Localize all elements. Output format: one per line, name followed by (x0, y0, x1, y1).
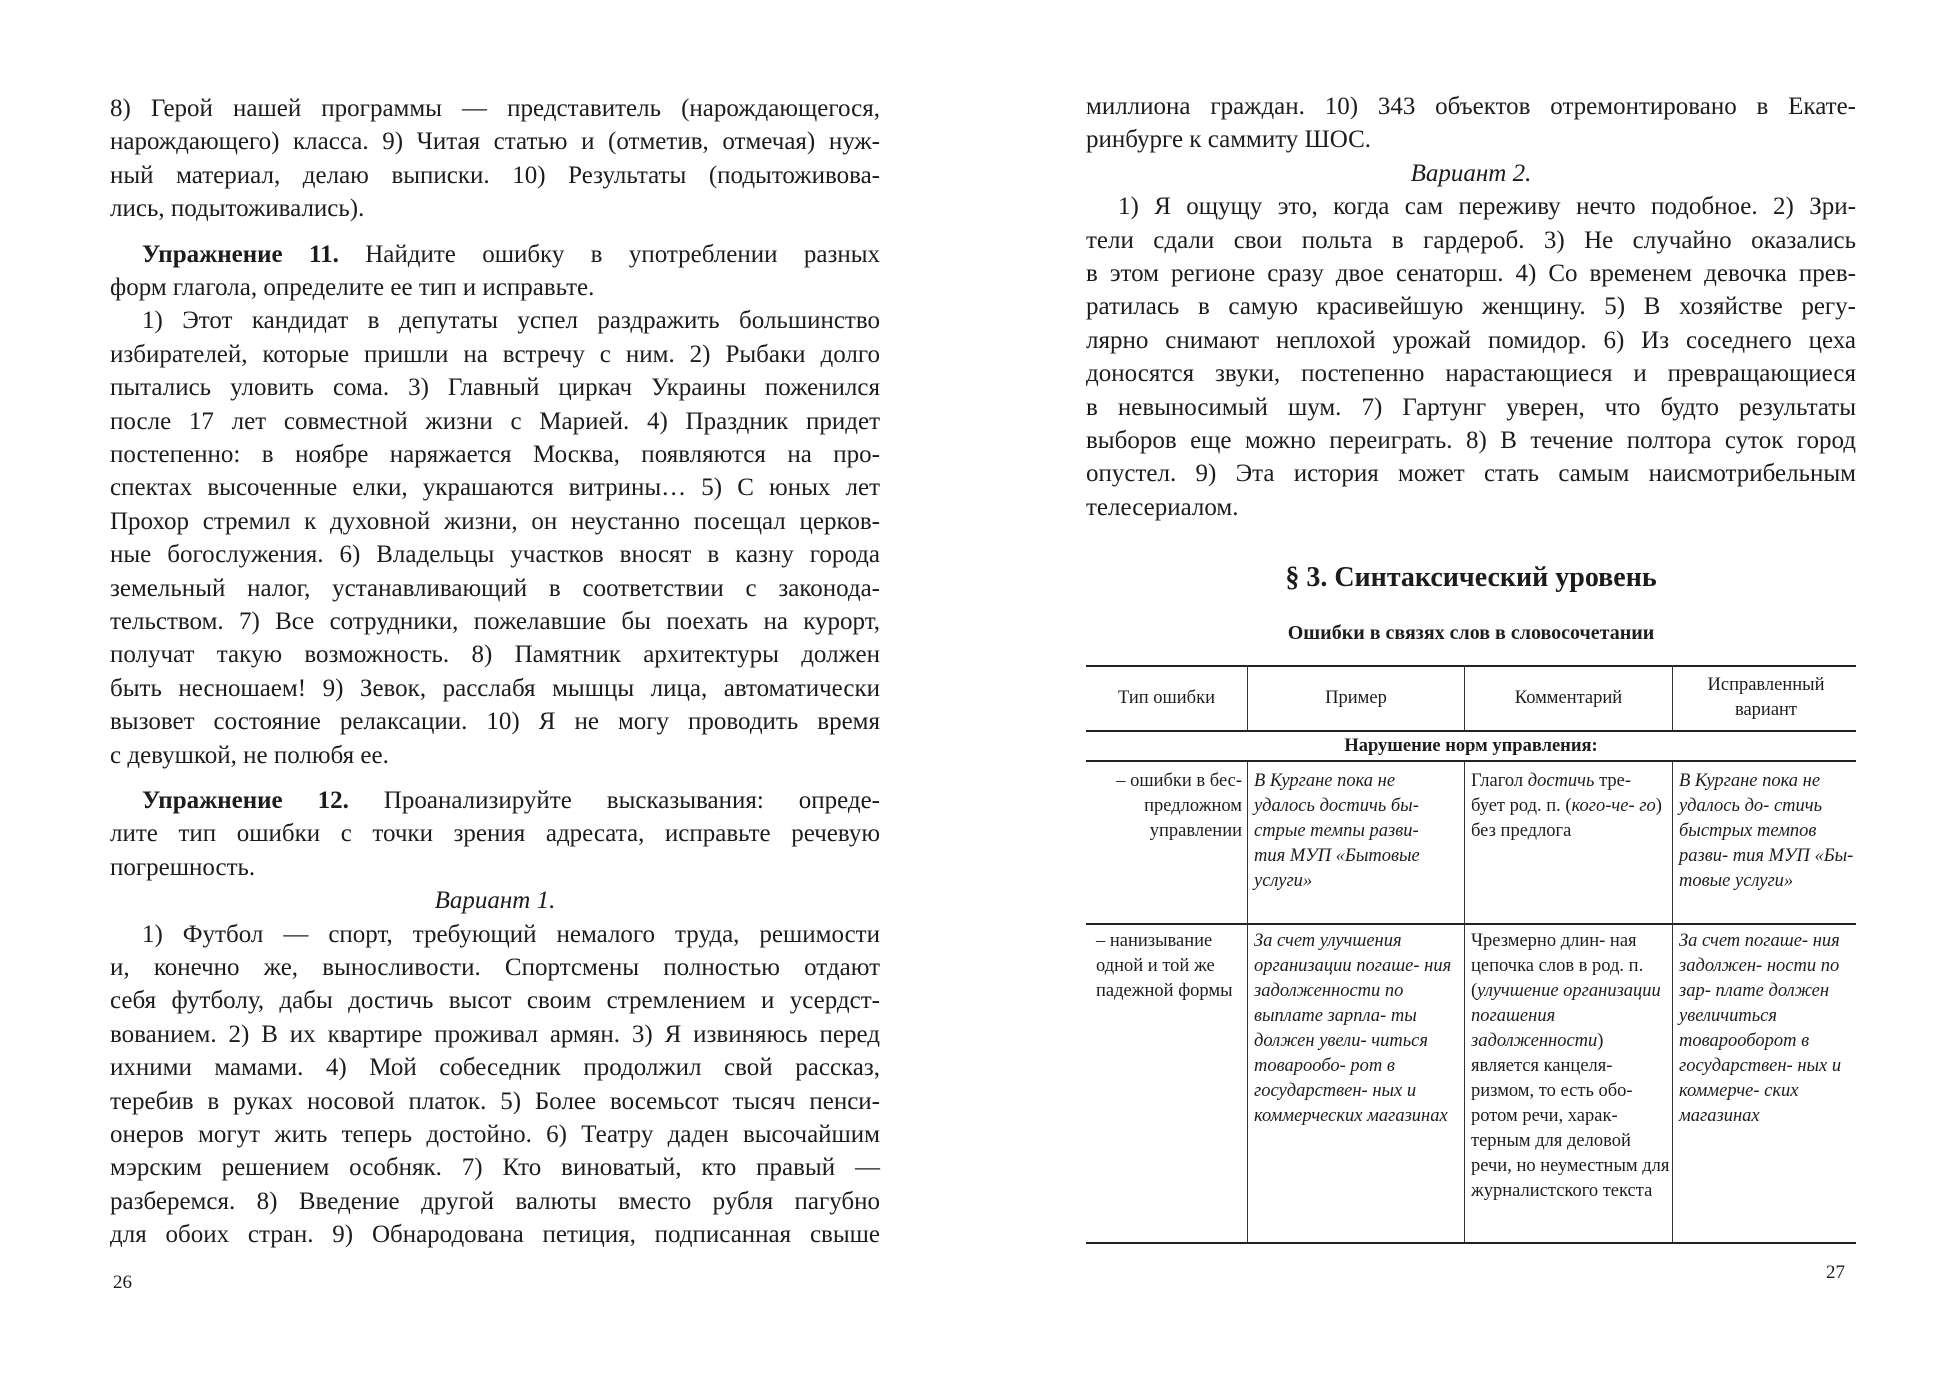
text-line: избирателей, которые пришли на встречу с ним. 2) Рыбаки долго (110, 340, 880, 368)
text-line: теребив в руках носовой платок. 5) Более восемьсот тысяч пенси- (110, 1087, 880, 1115)
text-line: ный материал, делаю выписки. 10) Результаты (подытоживова- (110, 161, 880, 189)
text-line: мэрским решением особняк. 7) Кто виноватый, кто правый — (110, 1154, 880, 1182)
table-cell-corrected: За счет погаше- ния задолжен- ности по зар- плате должен увеличиться товарооборот в государствен- ных и коммерче- ских магазинах (1679, 931, 1842, 1126)
table-group-heading: Нарушение норм управления: (1344, 736, 1598, 756)
exercise-title: Упражнение 12. (142, 787, 349, 814)
text-line: себя футболу, дабы достичь высот своим стремлением и усердст- (110, 987, 880, 1015)
variant-heading: Вариант 1. (434, 887, 556, 915)
text-line: ные богослужения. 6) Владельцы участков вносят в казну города (110, 541, 880, 569)
text-line: разберемся. 8) Введение другой валюты вместо рубля пагубно (110, 1187, 880, 1215)
text-line: миллиона граждан. 10) 343 объектов отремонтировано в Екате- (1086, 93, 1856, 120)
table-cell-type: – ошибки в бес- предложном управлении (1116, 771, 1242, 841)
text-line: пытались уловить сома. 3) Главный циркач Украины поженился (110, 374, 880, 402)
text-line: быть несношаем! 9) Зевок, расслабя мышцы лица, автоматически (110, 674, 880, 702)
text-line: ихними мамами. 4) Мой собеседник продолжил свой рассказ, (110, 1054, 880, 1082)
table-header-cell: Пример (1325, 688, 1387, 708)
table-cell-example: За счет улучшения организации погаше- ния задолженности по выплате зарпла- ты должен увели- читься товарообо- рот в государствен- ных и коммерческих магазинах (1254, 931, 1452, 1126)
text-line: в этом регионе сразу двое сенаторш. 4) Со временем девочка прев- (1086, 260, 1856, 287)
text-line (142, 238, 880, 271)
exercise-title: Упражнение 11. (142, 240, 339, 268)
text-line: Прохор стремил к духовной жизни, он неустанно посещал церков- (110, 507, 880, 535)
text-line: лите тип ошибки с точки зрения адресата, исправьте речевую (110, 820, 880, 848)
text-line: 1) Я ощущу это, когда сам переживу нечто подобное. 2) Зри- (1118, 193, 1856, 221)
text-line: спектах высоченные елки, украшаются витрины… 5) С юных лет (110, 474, 880, 502)
text-line: для обоих стран. 9) Обнародована петиция, подписанная свыше (110, 1221, 880, 1249)
exercise-instruction: Проанализируйте высказывания: опреде- (348, 787, 880, 814)
table-col-rule (1247, 761, 1248, 1242)
table-cell-comment (1471, 769, 1667, 844)
text-line: телесериалом. (1086, 493, 1239, 521)
text-line: в невыносимый шум. 7) Гартунг уверен, что будто результаты (1086, 393, 1856, 421)
text-line: форм глагола, определите ее тип и исправьте. (110, 274, 595, 301)
text-line: лярно снимают неплохой урожай помидор. 6) Из соседнего цеха (1086, 326, 1856, 354)
text-line: 8) Герой нашей программы — представитель (нарождающегося, (110, 95, 880, 122)
comment-fragment: ) является канцеля- ризмом, то есть обо- ротом речи, харак- терным для деловой речи, но неуместным для журналистского текста (1471, 1031, 1670, 1201)
text-line (142, 784, 880, 817)
table-header-cell: Тип ошибки (1118, 688, 1215, 708)
table-cell-comment (1471, 929, 1671, 1204)
comment-fragment: ) без предлога (1471, 796, 1662, 841)
table-header-cell: Комментарий (1514, 688, 1623, 708)
page-number-left: 26 (113, 1272, 132, 1293)
errors-table (1086, 665, 1856, 1245)
text-line: лись, подытоживались). (110, 195, 365, 223)
table-col-rule (1672, 665, 1673, 731)
table-cell-example: В Кургане пока не удалось достичь бы- стрые темпы разви- тия МУП «Бытовые услуги» (1254, 771, 1420, 891)
table-rule-bottom (1086, 1242, 1856, 1244)
text-line: постепенно: в ноябре наряжается Москва, появляются на про- (110, 441, 880, 468)
text-line: доносятся звуки, постепенно нарастающиеся и превращающиеся (1086, 360, 1856, 388)
text-line: тели сдали свои польта в гардероб. 3) Не случайно оказались (1086, 226, 1856, 254)
comment-fragment: Глагол (1471, 771, 1528, 791)
comment-fragment: улучшение организации погашения задолженности (1471, 981, 1661, 1051)
text-line: ринбурге к саммиту ШОС. (1086, 126, 1372, 154)
text-line: получат такую возможность. 8) Памятник архитектуры должен (110, 641, 880, 669)
text-line: опустел. 9) Эта история может стать самым наисмотрибельным (1086, 460, 1856, 488)
page-number-right: 27 (1826, 1262, 1845, 1283)
text-line: онеров могут жить теперь достойно. 6) Театру даден высочайшим (110, 1121, 880, 1148)
section-subtitle: Ошибки в связях слов в словосочетании (1287, 622, 1655, 644)
text-line: нарождающего) класса. 9) Читая статью и (отметив, отмечая) нуж- (110, 128, 880, 156)
text-line: и, конечно же, выносливости. Спортсмены полностью отдают (110, 954, 880, 981)
variant-heading: Вариант 2. (1410, 159, 1532, 187)
table-cell-corrected: В Кургане пока не удалось до- стичь быстрых темпов разви- тия МУП «Бы- товые услуги» (1679, 771, 1854, 891)
table-rule-top (1086, 665, 1856, 667)
text-line: погрешность. (110, 853, 256, 881)
table-cell-type: – нанизывание одной и той же падежной формы (1096, 931, 1233, 1001)
table-col-rule (1464, 761, 1465, 1242)
text-line: ратилась в самую красивейшую женщину. 5) В хозяйстве регу- (1086, 293, 1856, 321)
text-line: с девушкой, не полюбя ее. (110, 741, 389, 769)
table-header-cell: Исправленный вариант (1707, 675, 1825, 720)
table-rule-group (1086, 760, 1856, 762)
text-line: 1) Этот кандидат в депутаты успел раздражить большинство (142, 307, 880, 335)
comment-fragment: тре- бует род. п. ( (1471, 771, 1631, 816)
comment-fragment: Чрезмерно длин- ная цепочка слов в род. п. ( (1471, 931, 1644, 1001)
table-rule-row1 (1086, 923, 1856, 925)
table-col-rule (1672, 761, 1673, 1242)
text-line: земельный налог, устанавливающий в соответствии с законода- (110, 574, 880, 602)
section-title: § 3. Синтаксический уровень (1285, 562, 1657, 593)
comment-fragment: кого-че- го (1571, 796, 1656, 816)
text-line: выборов еще можно переиграть. 8) В течение полтора суток город (1086, 427, 1856, 454)
comment-fragment: достичь (1527, 771, 1595, 791)
exercise-instruction: Найдите ошибку в употреблении разных (338, 240, 880, 268)
text-line: вызовет состояние релаксации. 10) Я не могу проводить время (110, 708, 880, 736)
table-rule-header (1086, 730, 1856, 732)
text-line: вованием. 2) В их квартире проживал армян. 3) Я извиняюсь перед (110, 1020, 880, 1048)
text-line: после 17 лет совместной жизни с Марией. 4) Праздник придет (110, 407, 880, 435)
text-line: тельством. 7) Все сотрудники, пожелавшие бы поехать на курорт, (110, 608, 880, 635)
text-line: 1) Футбол — спорт, требующий немалого труда, решимости (142, 920, 880, 948)
